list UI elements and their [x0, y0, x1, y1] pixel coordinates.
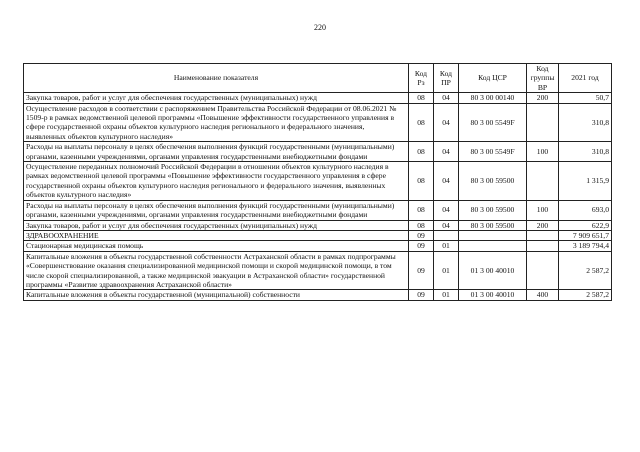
table-row: [24, 142, 612, 162]
row-vr: [527, 103, 559, 142]
row-rz: 08: [409, 162, 434, 201]
row-csr: [459, 241, 527, 251]
table-row: [24, 290, 612, 300]
row-vr: 400: [527, 290, 559, 300]
row-amount: 2 587,2: [559, 251, 612, 290]
row-name: Осуществление расходов в соответствии с распоряжением Правительства Российской Федерации от 08.06.2021 № 1509-р в рамках ведомственной целевой программы «Повышение эффективности государственного управления в сфере государственной охраны объектов культурного наследия регионального и федерального значения, выявленных объектов культурного наследия»: [24, 103, 409, 142]
col-header-name: Наименование показателя: [24, 64, 409, 93]
row-csr: 80 3 00 00140: [459, 93, 527, 103]
table-row: [24, 162, 612, 201]
row-amount: 50,7: [559, 93, 612, 103]
row-vr: [527, 241, 559, 251]
row-vr: [527, 162, 559, 201]
row-amount: 310,8: [559, 103, 612, 142]
row-name: Закупка товаров, работ и услуг для обеспечения государственных (муниципальных) нужд: [24, 220, 409, 230]
row-amount: 310,8: [559, 142, 612, 162]
row-vr: [527, 251, 559, 290]
budget-table: [23, 63, 612, 301]
row-csr: 80 3 00 5549F: [459, 103, 527, 142]
col-header-amount: 2021 год: [559, 64, 612, 93]
row-name: Расходы на выплаты персоналу в целях обеспечения выполнения функций государственными (муниципальными) органами, казенными учреждениями, органами управления государственными внебюджетными фондами: [24, 142, 409, 162]
row-csr: 80 3 00 59500: [459, 220, 527, 230]
row-pr: 04: [434, 162, 459, 201]
row-vr: 200: [527, 220, 559, 230]
row-name: ЗДРАВООХРАНЕНИЕ: [24, 230, 409, 240]
row-pr: 04: [434, 200, 459, 220]
col-header-rz: Код Рз: [409, 64, 434, 93]
row-vr: 100: [527, 142, 559, 162]
row-rz: 08: [409, 93, 434, 103]
row-vr: [527, 230, 559, 240]
row-amount: 3 189 794,4: [559, 241, 612, 251]
row-pr: 01: [434, 241, 459, 251]
col-header-pr: Код ПР: [434, 64, 459, 93]
row-pr: [434, 230, 459, 240]
row-csr: 80 3 00 59500: [459, 200, 527, 220]
row-name: Стационарная медицинская помощь: [24, 241, 409, 251]
col-header-vr: Код группы ВР: [527, 64, 559, 93]
row-rz: 08: [409, 220, 434, 230]
row-amount: 2 587,2: [559, 290, 612, 300]
row-name: Осуществление переданных полномочий Российской Федерации в отношении объектов культурного наследия в рамках ведомственной целевой программы «Повышение эффективности государственного управления в сфере государственной охраны объектов культурного наследия регионального и федерального значения, выявленных объектов культурного наследия»: [24, 162, 409, 201]
row-rz: 08: [409, 103, 434, 142]
row-csr: [459, 230, 527, 240]
row-vr: 200: [527, 93, 559, 103]
row-rz: 08: [409, 200, 434, 220]
row-amount: 1 315,9: [559, 162, 612, 201]
table-header-row: [24, 64, 612, 93]
table-row: [24, 251, 612, 290]
row-rz: 09: [409, 290, 434, 300]
row-pr: 04: [434, 220, 459, 230]
table-row: [24, 230, 612, 240]
row-name: Расходы на выплаты персоналу в целях обеспечения выполнения функций государственными (муниципальными) органами, казенными учреждениями, органами управления государственными внебюджетными фондами: [24, 200, 409, 220]
row-pr: 01: [434, 290, 459, 300]
row-vr: 100: [527, 200, 559, 220]
row-pr: 04: [434, 93, 459, 103]
row-amount: 693,0: [559, 200, 612, 220]
row-csr: 80 3 00 59500: [459, 162, 527, 201]
row-amount: 622,9: [559, 220, 612, 230]
row-pr: 04: [434, 103, 459, 142]
page-number: 220: [314, 23, 326, 32]
table-row: [24, 220, 612, 230]
row-rz: 08: [409, 142, 434, 162]
table-row: [24, 103, 612, 142]
col-header-csr: Код ЦСР: [459, 64, 527, 93]
row-rz: 09: [409, 251, 434, 290]
table-row: [24, 93, 612, 103]
row-name: Капитальные вложения в объекты государственной собственности Астраханской области в рамках подпрограммы «Совершенствование оказания специализированной медицинской помощи и скорой медицинской помощи, в том числе скорой специализированной, а также медицинской эвакуации в Астраханской области» государственной программы «Развитие здравоохранения Астраханской области»: [24, 251, 409, 290]
row-pr: 04: [434, 142, 459, 162]
row-pr: 01: [434, 251, 459, 290]
table-row: [24, 200, 612, 220]
row-name: Капитальные вложения в объекты государственной (муниципальной) собственности: [24, 290, 409, 300]
row-rz: 09: [409, 241, 434, 251]
row-csr: 01 3 00 40010: [459, 251, 527, 290]
row-amount: 7 909 651,7: [559, 230, 612, 240]
row-csr: 01 3 00 40010: [459, 290, 527, 300]
row-csr: 80 3 00 5549F: [459, 142, 527, 162]
row-name: Закупка товаров, работ и услуг для обеспечения государственных (муниципальных) нужд: [24, 93, 409, 103]
table-row: [24, 241, 612, 251]
row-rz: 09: [409, 230, 434, 240]
